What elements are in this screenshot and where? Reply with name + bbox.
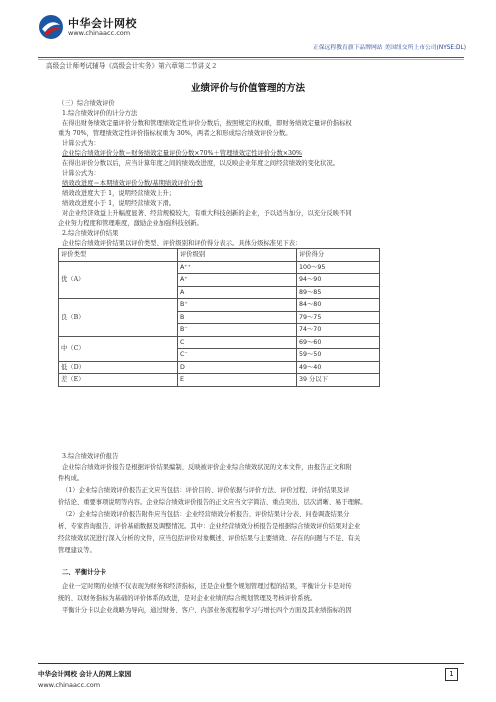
grade-score-cell: 49～40 <box>297 361 380 374</box>
paragraph-line: 价结论、重要事项说明等内容。企业综合绩效评价报告的正文应当文字简洁、重点突出、层次清晰、易于理解。 <box>58 499 367 506</box>
paragraph-line: 统的、以财务指标为基础的评价体系的改进，是对企业业绩的综合规划管理及考核评价系统。 <box>58 595 317 602</box>
paragraph-line: 在得出评价分数以后，应当计算年度之间的绩效改进度，以反映企业年度之间经营绩效的变化状况。 <box>62 160 340 167</box>
table-row <box>59 374 380 387</box>
paragraph-line: 企业综合绩效评价结果以评价类型、评价级别和评价得分表示。具体分级标准见下表： <box>62 240 302 247</box>
paragraph-line: 企业综合绩效评价报告是根据评价结果编制、反映被评价企业综合绩效状况的文本文件，由报告正文和附 <box>62 464 352 471</box>
grade-level-cell: B <box>178 311 297 324</box>
footer-divider <box>38 663 464 664</box>
header-divider <box>38 57 464 58</box>
logo-url: www.chinaacc.com <box>68 29 131 37</box>
grade-level-cell: E <box>178 374 297 387</box>
paragraph-line: 企业一定时期的业绩不仅表现为财务和经济指标，还是企业整个规划管理过程的结果，平衡计分卡是对传 <box>62 583 352 590</box>
grade-score-cell: 79～75 <box>297 311 380 324</box>
paragraph-line: （1）企业综合绩效评价报告正文应当包括：评价目的、评价依据与评价方法、评价过程、评价结果及评 <box>62 487 350 494</box>
grade-type-cell: 差（E） <box>59 374 178 387</box>
logo-icon <box>38 14 64 40</box>
paragraph-line: 经营绩效状况进行深入分析的文件，应当包括评价对象概述、评价结果与主要绩效、存在的问题与不足、有关 <box>58 535 361 542</box>
table-row <box>59 261 380 274</box>
formula-line: 绩效改进度＝本期绩效评价分数/基期绩效评价分数 <box>62 180 203 187</box>
footer-url: www.chinaacc.com <box>38 681 101 689</box>
site-header <box>38 14 466 60</box>
paragraph-line: 重为 70%，管理绩效定性评价指标权重为 30%，两者之和形成综合绩效评价分数。 <box>58 130 292 137</box>
section-heading: （三）综合绩效评价 <box>58 100 115 107</box>
subheading: 1.综合绩效评价的计分方法 <box>62 110 138 117</box>
grade-level-cell: C⁻ <box>178 349 297 362</box>
table-row <box>59 361 380 374</box>
header-tagline: 正保远程教育旗下品牌网站 美国纽交所上市公司(NYSE:DL) <box>313 45 466 51</box>
page-title: 业绩评价与价值管理的方法 <box>190 83 305 94</box>
subheading: 2.综合绩效评价结果 <box>62 230 119 237</box>
logo-name: 中华会计网校 <box>68 17 137 30</box>
grade-score-cell: 74～70 <box>297 324 380 337</box>
paragraph-line: 企业努力程度和管理难度，激励企业加强科技创新。 <box>58 220 203 227</box>
grade-level-cell: B⁻ <box>178 324 297 337</box>
grade-score-cell: 100～95 <box>297 261 380 274</box>
table-row <box>59 299 380 312</box>
grade-table <box>58 248 380 387</box>
grade-level-cell: D <box>178 361 297 374</box>
grade-level-cell: C <box>178 336 297 349</box>
paragraph-line: 对企业经济效益上升幅度显著、经营规模较大，有重大科技创新的企业，予以适当加分，以充分反映不同 <box>62 210 352 217</box>
paragraph-line: 析、专家咨询报告、评价基础数据及调整情况。其中：企业经营绩效分析报告是根据综合绩效评价结果对企业 <box>58 523 361 530</box>
grade-score-cell: 94～90 <box>297 274 380 287</box>
paragraph-line: 绩效改进度小于 1，说明经营绩效下滑。 <box>62 200 176 207</box>
formula-line: 企业综合绩效评价分数＝财务绩效定量评价分数×70%＋管理绩效定性评价分数×30% <box>62 150 303 157</box>
footer-site-name: 中华会计网校 会计人的网上家园 <box>38 670 132 678</box>
table-header-cell: 评价得分 <box>297 249 380 262</box>
table-header-cell: 评价级别 <box>178 249 297 262</box>
grade-score-cell: 69～60 <box>297 336 380 349</box>
grade-type-cell: 优（A） <box>59 261 178 299</box>
paragraph-line: 在得出财务绩效定量评价分数和管理绩效定性评价分数后，按照规定的权重，即财务绩效定量评价指标权 <box>62 120 352 127</box>
grade-score-cell: 84～80 <box>297 299 380 312</box>
table-header-row <box>59 249 380 262</box>
grade-level-cell: A⁺⁺ <box>178 261 297 274</box>
grade-type-cell: 良（B） <box>59 299 178 337</box>
subheading: 3.综合绩效评价报告 <box>62 453 119 460</box>
breadcrumb: 高级会计师考试辅导《高级会计实务》第六章第二节讲义２ <box>46 62 218 70</box>
table-row <box>59 336 380 349</box>
paragraph-line: 件构成。 <box>58 475 84 482</box>
grade-level-cell: B⁺ <box>178 299 297 312</box>
grade-score-cell: 39 分以下 <box>297 374 380 387</box>
paragraph-line: 计算公式为： <box>62 140 100 147</box>
paragraph-line: 管理建议等。 <box>58 547 96 554</box>
page-number: 1 <box>445 668 458 681</box>
grade-score-cell: 59～50 <box>297 349 380 362</box>
grade-type-cell: 中（C） <box>59 336 178 361</box>
grade-level-cell: A⁺ <box>178 274 297 287</box>
paragraph-line: 计算公式为： <box>62 170 100 177</box>
grade-type-cell: 低（D） <box>59 361 178 374</box>
table-header-cell: 评价类型 <box>59 249 178 262</box>
paragraph-line: （2）企业综合绩效评价报告附件应当包括：企业经营绩效分析报告、评价结果计分表、问卷调查结果分 <box>62 511 350 518</box>
paragraph-line: 平衡计分卡以企业战略为导向，通过财务、客户、内部业务流程和学习与增长四个方面及其业绩指标的因 <box>62 607 352 614</box>
grade-level-cell: A <box>178 286 297 299</box>
section-heading: 二、平衡计分卡 <box>62 569 107 576</box>
grade-score-cell: 89～85 <box>297 286 380 299</box>
paragraph-line: 绩效改进度大于 1，说明经营绩效上升； <box>62 190 176 197</box>
